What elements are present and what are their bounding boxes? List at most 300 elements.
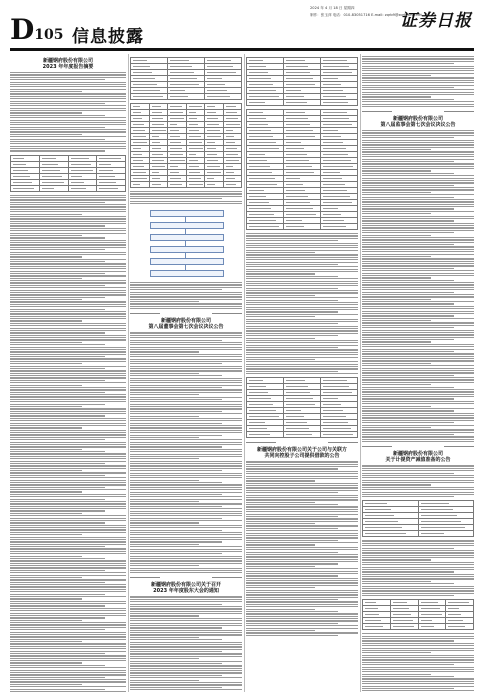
text-line <box>10 411 126 412</box>
text-line <box>362 223 474 224</box>
text-line <box>10 206 126 207</box>
text-line <box>10 108 126 109</box>
text-line <box>10 594 105 595</box>
text-line <box>246 304 358 305</box>
text-line <box>10 577 82 578</box>
text-line <box>130 675 222 676</box>
text-line <box>246 326 358 327</box>
text-line <box>10 263 126 264</box>
text-line <box>246 345 358 346</box>
text-line <box>130 406 242 407</box>
text-line <box>130 565 199 566</box>
text-line <box>246 623 338 624</box>
text-line <box>130 292 242 293</box>
notice-title-annual-summary: 新疆钢府股份有限公司 2023 年年度报告摘要 <box>42 58 94 70</box>
text-line <box>10 280 126 281</box>
table-cell <box>363 531 419 537</box>
text-line <box>246 262 358 263</box>
text-line <box>10 344 105 345</box>
text-line <box>10 368 105 369</box>
text-line <box>362 104 474 105</box>
text-line <box>10 508 126 509</box>
text-line <box>10 242 126 243</box>
text-line <box>10 148 126 149</box>
notice-body <box>362 56 474 107</box>
text-line <box>362 249 474 250</box>
text-line <box>362 470 474 471</box>
text-line <box>362 683 474 684</box>
notice-code-line <box>246 442 358 443</box>
text-line <box>10 297 105 298</box>
text-line <box>246 580 358 581</box>
text-line <box>130 620 242 621</box>
text-line <box>362 650 474 651</box>
text-line <box>10 223 126 224</box>
notice-body <box>362 465 474 497</box>
text-line <box>362 550 474 551</box>
text-line <box>130 644 242 645</box>
text-line <box>362 235 431 236</box>
text-line <box>130 661 242 662</box>
text-line <box>246 288 338 289</box>
text-line <box>130 198 222 199</box>
text-line <box>362 662 474 663</box>
text-line <box>362 645 474 646</box>
text-line <box>10 387 126 388</box>
text-line <box>10 202 105 203</box>
text-line <box>130 351 199 352</box>
text-line <box>10 413 126 414</box>
text-line <box>10 598 82 599</box>
text-line <box>246 571 358 572</box>
text-line <box>362 87 454 88</box>
text-line <box>130 387 222 388</box>
text-line <box>130 468 242 469</box>
text-line <box>130 340 222 341</box>
text-line <box>130 494 222 495</box>
text-line <box>130 363 222 364</box>
text-line <box>246 528 338 529</box>
text-line <box>10 627 126 628</box>
text-line <box>362 270 474 271</box>
text-line <box>362 156 474 157</box>
diagram-connector <box>185 264 186 270</box>
text-line <box>362 652 431 653</box>
text-line <box>130 553 222 554</box>
text-line <box>130 465 242 466</box>
text-line <box>10 273 105 274</box>
text-line <box>130 296 242 297</box>
text-line <box>10 271 126 272</box>
table-cell <box>390 624 418 630</box>
text-line <box>130 527 242 528</box>
diagram-node <box>150 222 224 229</box>
text-line <box>10 98 126 99</box>
text-line <box>10 366 126 367</box>
text-line <box>10 662 82 663</box>
text-line <box>362 220 454 221</box>
table-cell <box>39 185 68 191</box>
text-line <box>10 141 126 142</box>
text-line <box>10 634 126 635</box>
text-line <box>130 596 242 597</box>
text-line <box>246 368 358 369</box>
text-line <box>362 130 474 131</box>
text-line <box>10 532 126 533</box>
text-line <box>130 682 242 683</box>
issue-date: 2024 年 4 月 18 日 星期四 <box>310 6 355 10</box>
top-shareholders-table <box>130 103 242 188</box>
text-line <box>362 318 474 319</box>
text-line <box>246 323 338 324</box>
text-line <box>10 228 126 229</box>
text-line <box>362 80 474 81</box>
text-line <box>246 552 338 553</box>
text-line <box>246 516 338 517</box>
table-cell <box>321 100 358 106</box>
section-title: 信息披露 <box>72 27 144 47</box>
text-line <box>246 285 358 286</box>
text-line <box>10 525 126 526</box>
text-line <box>362 353 474 354</box>
text-line <box>10 686 126 687</box>
text-line <box>130 475 242 476</box>
text-line <box>362 204 474 205</box>
text-line <box>10 565 126 566</box>
text-line <box>362 242 474 243</box>
text-line <box>130 370 242 371</box>
text-line <box>362 559 431 560</box>
text-line <box>10 211 126 212</box>
page-number: D105 <box>10 13 64 46</box>
text-line <box>246 604 358 605</box>
text-line <box>362 434 454 435</box>
text-line <box>10 489 126 490</box>
text-line <box>10 373 126 374</box>
text-line <box>10 465 126 466</box>
text-line <box>130 435 222 436</box>
text-line <box>362 232 454 233</box>
column-2 <box>130 54 242 692</box>
text-line <box>362 301 474 302</box>
text-line <box>10 323 126 324</box>
text-line <box>246 359 315 360</box>
text-line <box>246 250 358 251</box>
text-line <box>10 548 126 549</box>
text-line <box>130 193 242 194</box>
text-line <box>10 254 126 255</box>
text-line <box>10 427 82 428</box>
text-line <box>10 624 126 625</box>
text-line <box>10 143 126 144</box>
text-line <box>362 261 474 262</box>
text-line <box>130 511 242 512</box>
text-line <box>130 525 242 526</box>
text-line <box>130 294 242 295</box>
text-line <box>246 328 358 329</box>
text-line <box>246 635 338 636</box>
text-line <box>362 384 431 385</box>
text-line <box>362 398 454 399</box>
text-line <box>362 638 474 639</box>
text-line <box>130 375 222 376</box>
text-line <box>246 271 358 272</box>
text-line <box>246 542 358 543</box>
text-line <box>246 630 315 631</box>
table-cell <box>446 624 474 630</box>
text-line <box>10 672 126 673</box>
text-line <box>362 282 474 283</box>
text-line <box>362 595 454 596</box>
text-line <box>362 422 454 423</box>
text-line <box>246 349 358 350</box>
text-line <box>362 686 474 687</box>
text-line <box>10 214 82 215</box>
text-line <box>362 334 474 335</box>
text-line <box>130 549 242 550</box>
text-line <box>246 514 358 515</box>
text-line <box>246 476 358 477</box>
text-line <box>10 299 82 300</box>
text-line <box>130 418 242 419</box>
proposal-table <box>246 57 358 106</box>
text-line <box>10 510 105 511</box>
text-line <box>130 432 242 433</box>
text-line <box>246 540 338 541</box>
table-cell <box>284 224 321 230</box>
text-line <box>246 316 315 317</box>
text-line <box>362 648 474 649</box>
text-line <box>130 623 242 624</box>
text-line <box>362 468 474 469</box>
text-line <box>362 213 431 214</box>
text-line <box>10 589 126 590</box>
text-line <box>10 380 105 381</box>
text-line <box>246 300 338 301</box>
text-line <box>362 106 474 107</box>
text-line <box>362 265 474 266</box>
text-line <box>246 342 358 343</box>
text-line <box>130 642 242 643</box>
text-line <box>362 552 474 553</box>
text-line <box>10 328 126 329</box>
text-line <box>10 131 126 132</box>
text-line <box>246 352 358 353</box>
text-line <box>362 475 474 476</box>
text-line <box>246 290 358 291</box>
text-line <box>246 311 338 312</box>
text-line <box>130 639 222 640</box>
text-line <box>246 333 358 334</box>
text-line <box>130 489 242 490</box>
text-line <box>10 77 126 78</box>
text-line <box>10 605 105 606</box>
text-line <box>10 139 105 140</box>
text-line <box>10 537 126 538</box>
text-line <box>246 497 358 498</box>
text-line <box>130 492 242 493</box>
text-line <box>10 233 126 234</box>
text-line <box>10 556 82 557</box>
text-line <box>130 568 242 569</box>
text-line <box>362 640 454 641</box>
text-line <box>362 66 474 67</box>
text-line <box>362 465 474 466</box>
text-line <box>362 482 474 483</box>
text-line <box>246 547 358 548</box>
text-line <box>362 225 474 226</box>
text-line <box>130 689 242 690</box>
text-line <box>130 397 242 398</box>
text-line <box>362 208 454 209</box>
text-line <box>10 665 105 666</box>
text-line <box>362 377 474 378</box>
text-line <box>10 456 126 457</box>
text-line <box>246 480 315 481</box>
text-line <box>130 282 242 283</box>
table-cell <box>418 531 474 537</box>
text-line <box>362 284 474 285</box>
text-line <box>10 304 126 305</box>
text-line <box>130 420 242 421</box>
text-line <box>10 444 126 445</box>
authorization-table <box>246 377 358 438</box>
text-line <box>10 646 126 647</box>
text-line <box>130 430 242 431</box>
text-line <box>130 301 199 302</box>
table-cell <box>11 185 40 191</box>
text-line <box>246 587 315 588</box>
text-line <box>10 292 126 293</box>
text-line <box>246 283 358 284</box>
table-cell <box>68 185 97 191</box>
text-line <box>10 285 105 286</box>
text-line <box>362 674 431 675</box>
text-line <box>362 489 474 490</box>
text-line <box>130 446 222 447</box>
text-line <box>130 299 242 300</box>
text-line <box>10 613 126 614</box>
text-line <box>130 356 242 357</box>
table-cell <box>186 182 205 188</box>
text-line <box>362 569 474 570</box>
text-line <box>130 604 222 605</box>
text-line <box>246 235 358 236</box>
text-line <box>246 330 358 331</box>
text-line <box>362 341 431 342</box>
text-line <box>10 475 105 476</box>
text-line <box>362 163 474 164</box>
text-line <box>362 227 474 228</box>
text-line <box>362 349 474 350</box>
table-cell <box>247 432 284 438</box>
text-line <box>130 558 242 559</box>
text-line <box>10 282 126 283</box>
text-line <box>362 96 431 97</box>
text-line <box>246 238 358 239</box>
text-line <box>10 74 126 75</box>
diagram-connector <box>185 228 186 234</box>
text-line <box>246 273 315 274</box>
text-line <box>130 477 242 478</box>
text-line <box>10 342 82 343</box>
text-line <box>362 68 474 69</box>
text-line <box>362 258 474 259</box>
text-line <box>130 308 242 309</box>
text-line <box>10 278 82 279</box>
text-line <box>130 196 242 197</box>
text-line <box>10 425 126 426</box>
text-line <box>10 522 105 523</box>
text-line <box>10 660 126 661</box>
text-line <box>130 556 242 557</box>
text-line <box>130 672 242 673</box>
table-cell <box>284 432 321 438</box>
text-line <box>130 347 242 348</box>
text-line <box>130 303 242 304</box>
text-line <box>10 237 105 238</box>
text-line <box>362 643 474 644</box>
text-line <box>246 485 358 486</box>
text-line <box>10 247 126 248</box>
text-line <box>246 295 315 296</box>
text-line <box>246 613 358 614</box>
text-line <box>362 294 474 295</box>
text-line <box>130 518 222 519</box>
text-line <box>130 451 242 452</box>
text-line <box>246 354 358 355</box>
text-line <box>246 625 358 626</box>
text-line <box>10 632 126 633</box>
text-line <box>10 209 126 210</box>
text-line <box>130 684 242 685</box>
text-line <box>10 96 126 97</box>
text-line <box>130 513 242 514</box>
text-line <box>10 491 82 492</box>
text-line <box>246 592 358 593</box>
text-line <box>130 532 242 533</box>
text-line <box>130 378 242 379</box>
text-line <box>10 320 82 321</box>
column-divider <box>128 54 129 692</box>
text-line <box>362 175 474 176</box>
text-line <box>130 508 242 509</box>
text-line <box>362 289 474 290</box>
text-line <box>130 632 242 633</box>
text-line <box>246 502 315 503</box>
text-line <box>10 287 126 288</box>
text-line <box>130 454 242 455</box>
text-line <box>362 320 431 321</box>
text-line <box>130 687 222 688</box>
text-line <box>10 506 126 507</box>
text-line <box>130 344 242 345</box>
text-line <box>130 342 242 343</box>
text-line <box>362 308 474 309</box>
text-line <box>362 292 454 293</box>
text-line <box>362 365 474 366</box>
text-line <box>246 243 358 244</box>
text-line <box>246 269 358 270</box>
text-line <box>362 142 474 143</box>
text-line <box>362 429 474 430</box>
text-line <box>246 549 358 550</box>
text-line <box>362 432 474 433</box>
text-line <box>130 385 242 386</box>
text-line <box>246 599 338 600</box>
text-line <box>10 546 105 547</box>
text-line <box>246 492 338 493</box>
